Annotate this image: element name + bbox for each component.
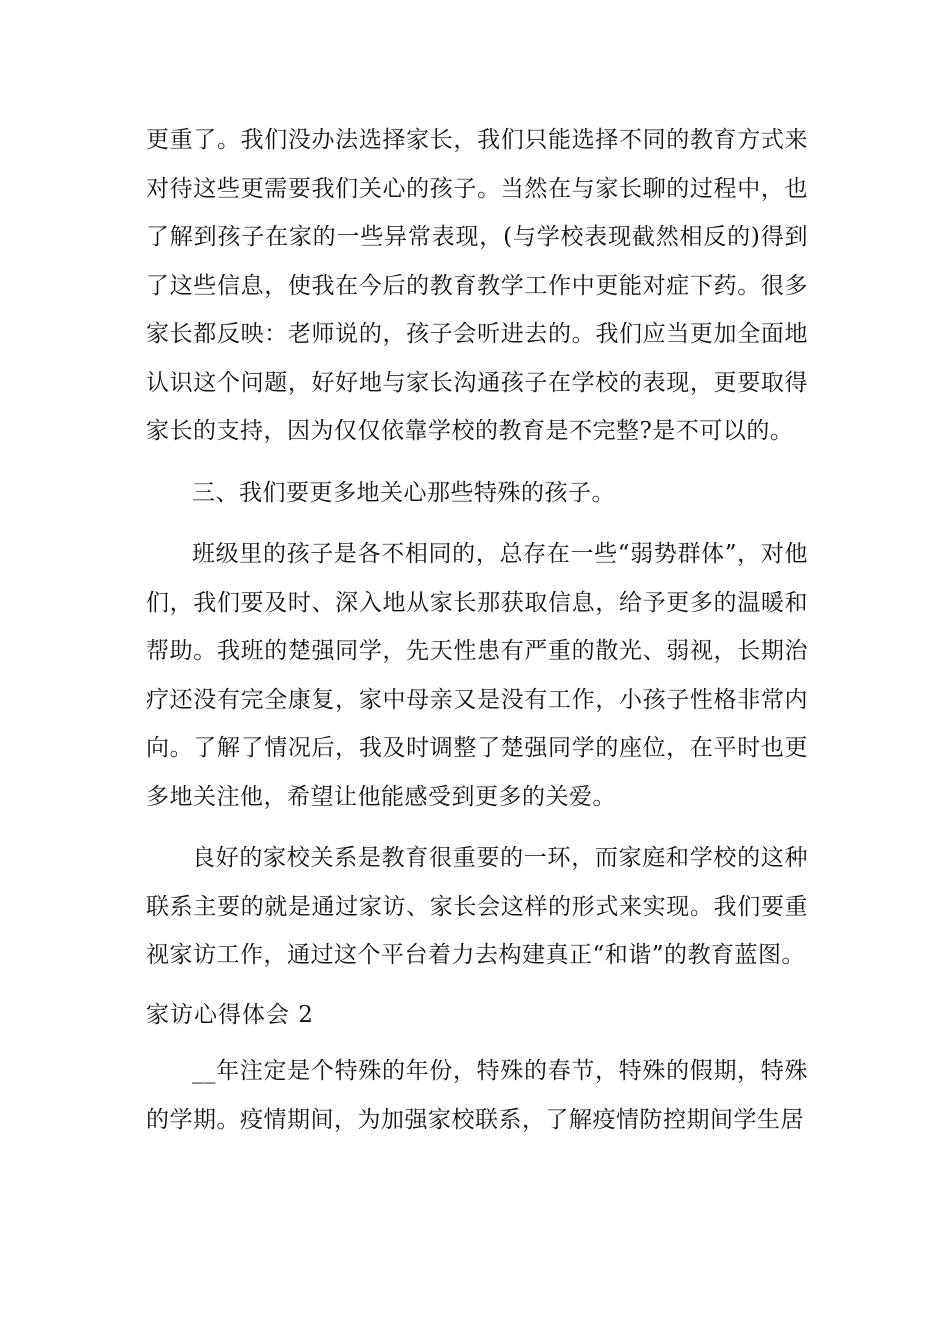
paragraph-point-three: 三、我们要更多地关心那些特殊的孩子。: [192, 479, 615, 506]
section-heading: 家访心得体会 2: [146, 1001, 314, 1028]
paragraph-special-children: 班级里的孩子是各不相同的，总存在一些“弱势群体”，对他们，我们要及时、深入地从家长那获取信息，给予更多的温暖和帮助。我班的楚强同学，先天性患有严重的散光、弱视，长期治疗还没有完全康复，家中母亲又是没有工作，小孩子性格非常内向。了解了情况后，我及时调整了楚强同学的座位，在平时也更多地关注他，希望让他能感受到更多的关爱。: [146, 541, 808, 810]
paragraph-continuation: 更重了。我们没办法选择家长，我们只能选择不同的教育方式来对待这些更需要我们关心的孩子。当然在与家长聊的过程中，也了解到孩子在家的一些异常表现，(与学校表现截然相反的)得到了这些信息，使我在今后的教育教学工作中更能对症下药。很多家长都反映：老师说的，孩子会听进去的。我们应当更加全面地认识这个问题，好好地与家长沟通孩子在学校的表现，更要取得家长的支持，因为仅仅依靠学校的教育是不完整?是不可以的。: [146, 127, 808, 444]
paragraph-home-school-relation: 良好的家校关系是教育很重要的一环，而家庭和学校的这种联系主要的就是通过家访、家长会这样的形式来实现。我们要重视家访工作，通过这个平台着力去构建真正“和谐”的教育蓝图。: [146, 845, 808, 968]
document-body: [146, 116, 808, 1144]
paragraph-section-intro: __年注定是个特殊的年份，特殊的春节，特殊的假期，特殊的学期。疫情期间，为加强家校联系，了解疫情防控期间学生居: [146, 1058, 808, 1133]
